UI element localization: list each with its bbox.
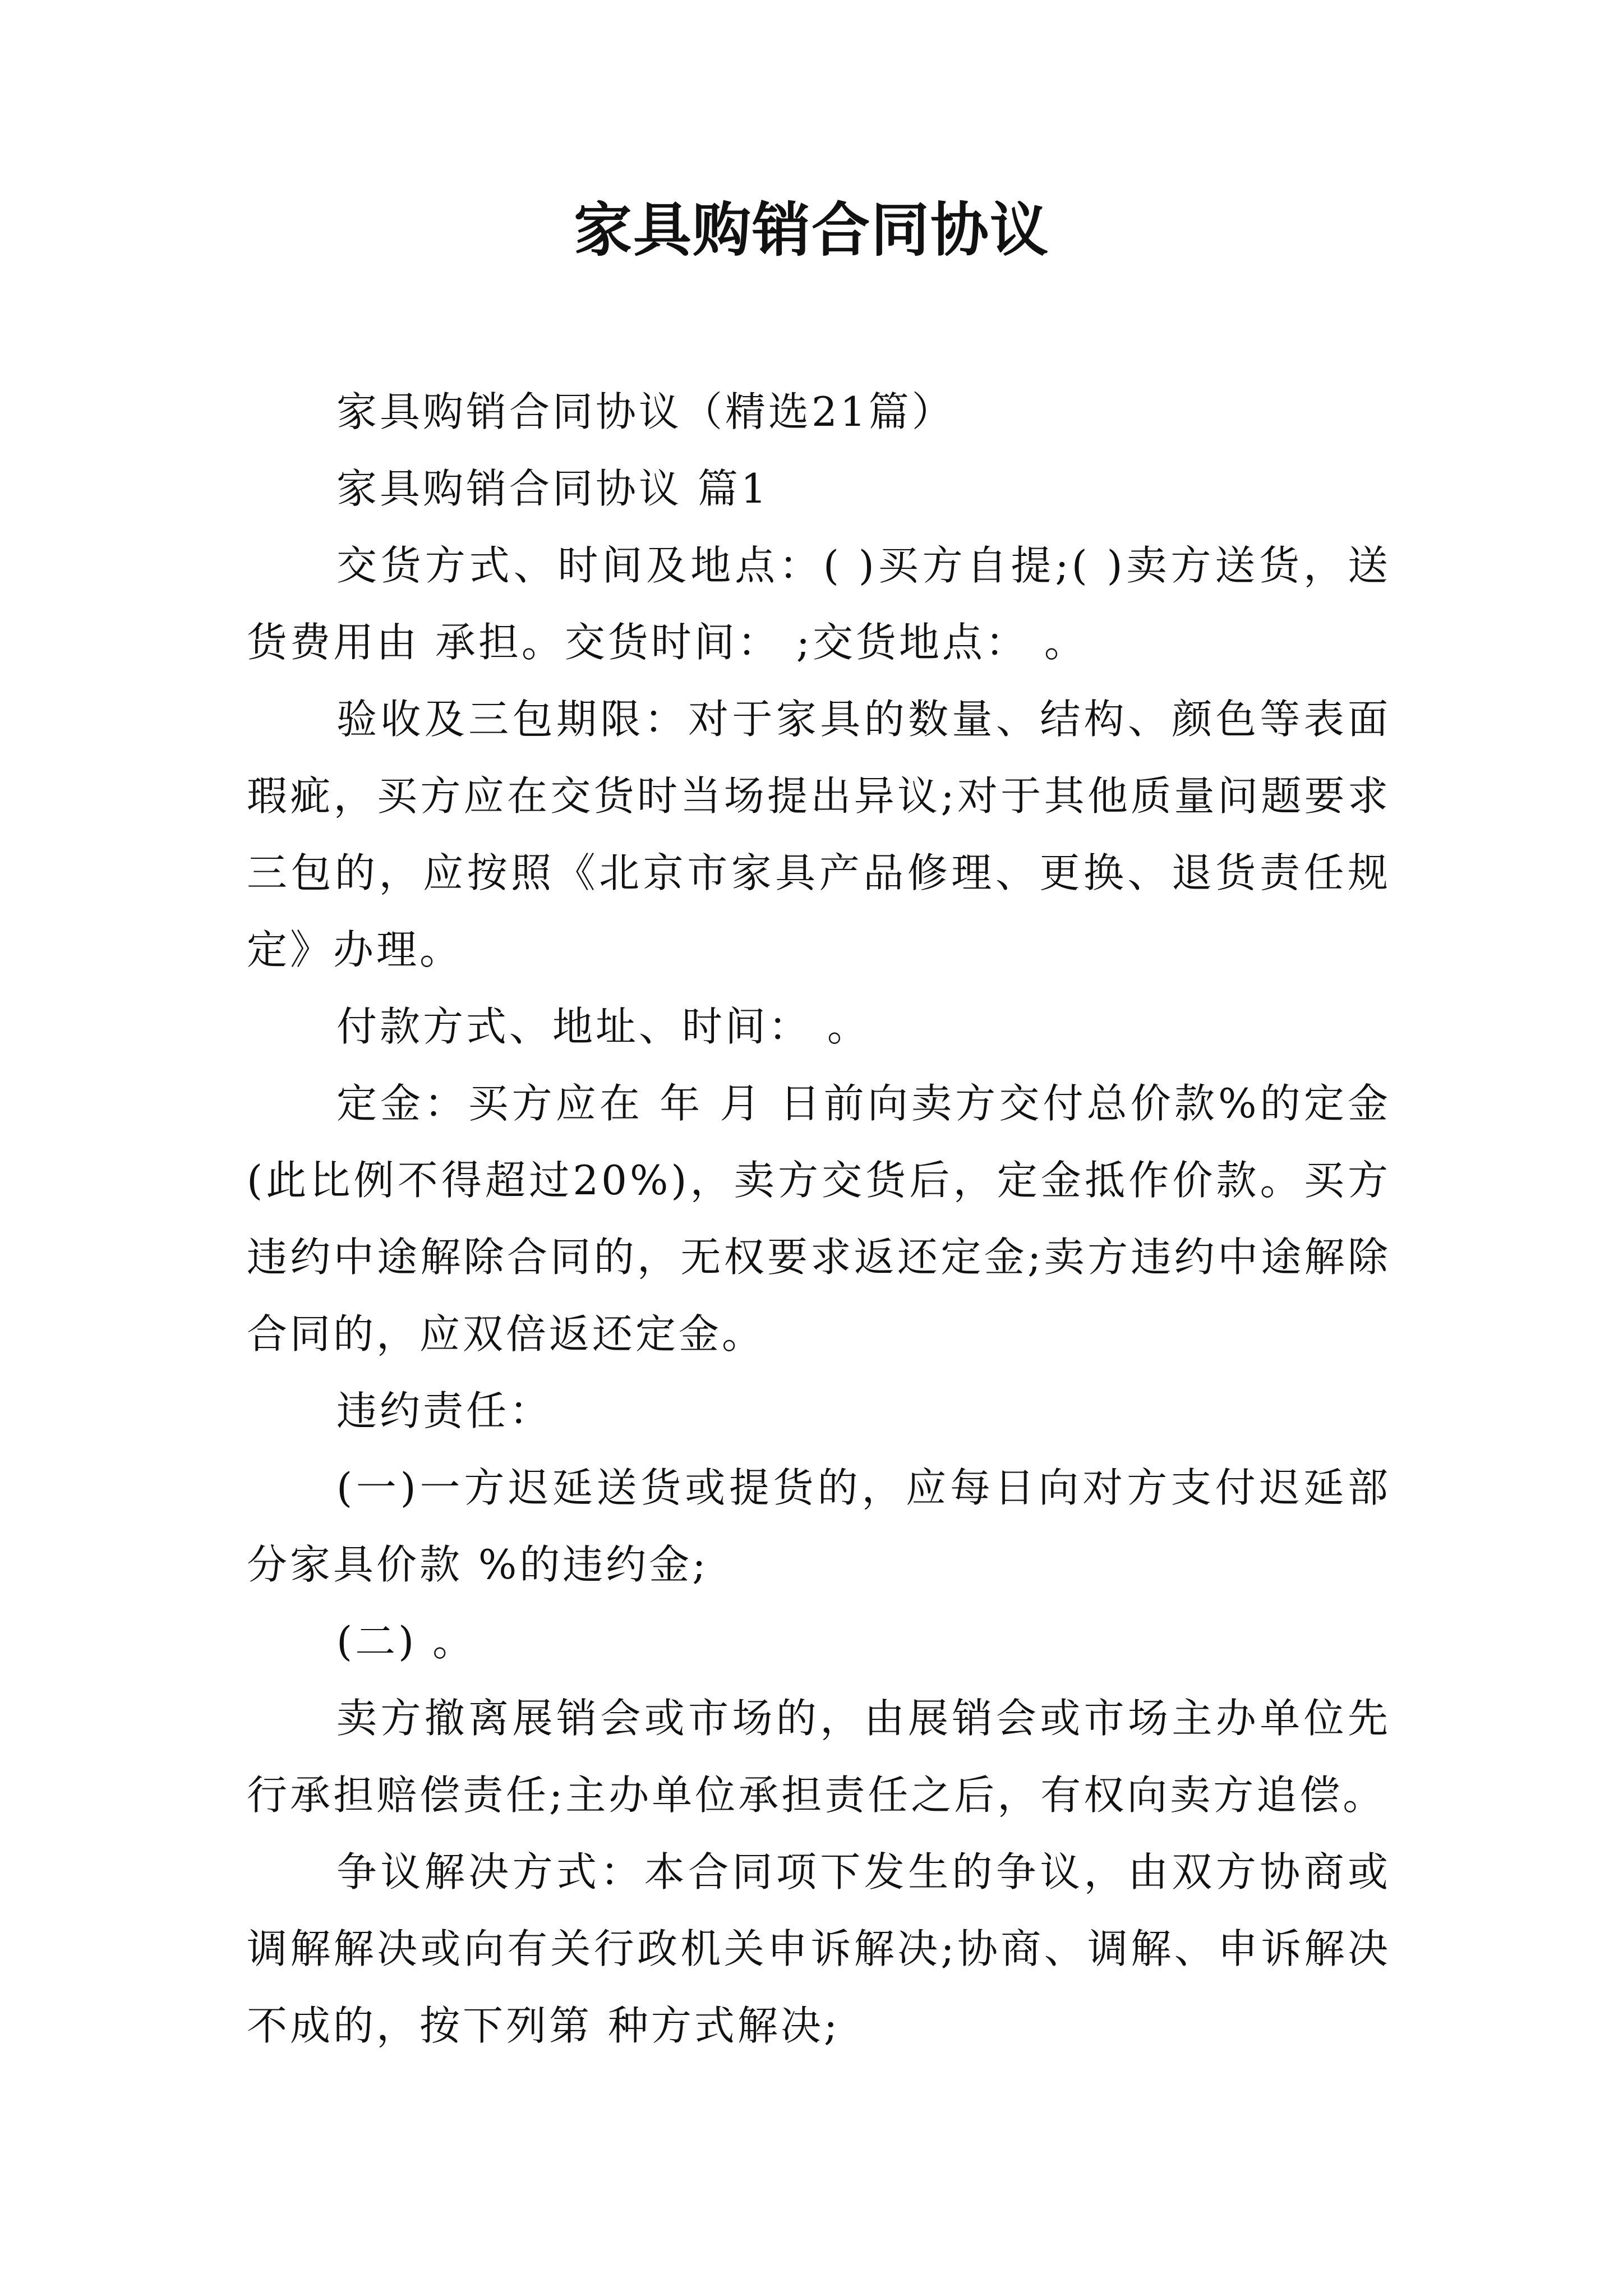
liability-heading: 违约责任： — [336, 1387, 553, 1434]
liability-item-1: (一)一方迟延送货或提货的，应每日向对方支付迟延部分家具价款 %的违约金; — [247, 1464, 1391, 1588]
subtitle-paragraph: 家具购销合同协议（精选21篇） — [336, 388, 955, 435]
liability-item-2: (二) 。 — [336, 1618, 476, 1665]
delivery-clause: 交货方式、时间及地点：( )买方自提;( )卖方送货，送货费用由 承担。交货时间： ;交货地点： 。 — [247, 542, 1391, 666]
seller-withdrawal-clause: 卖方撤离展销会或市场的，由展销会或市场主办单位先行承担赔偿责任;主办单位承担责任之后，有权向卖方追偿。 — [247, 1695, 1391, 1819]
inspection-clause: 验收及三包期限：对于家具的数量、结构、颜色等表面瑕疵，买方应在交货时当场提出异议;对于其他质量问题要求三包的，应按照《北京市家具产品修理、更换、退货责任规定》办理。 — [247, 696, 1391, 973]
dispute-resolution-clause: 争议解决方式：本合同项下发生的争议，由双方协商或调解解决或向有关行政机关申诉解决;协商、调解、申诉解决不成的，按下列第 种方式解决; — [247, 1848, 1391, 2049]
section-heading: 家具购销合同协议 篇1 — [336, 465, 769, 512]
document-title: 家具购销合同协议 — [573, 195, 1049, 264]
payment-clause: 付款方式、地址、时间： 。 — [336, 1003, 870, 1050]
deposit-clause: 定金：买方应在 年 月 日前向卖方交付总价款%的定金(此比例不得超过20%)，卖方交货后，定金抵作价款。买方违约中途解除合同的，无权要求返还定金;卖方违约中途解除合同的，应双倍返还定金。 — [247, 1080, 1391, 1358]
document-body — [247, 374, 1391, 2064]
